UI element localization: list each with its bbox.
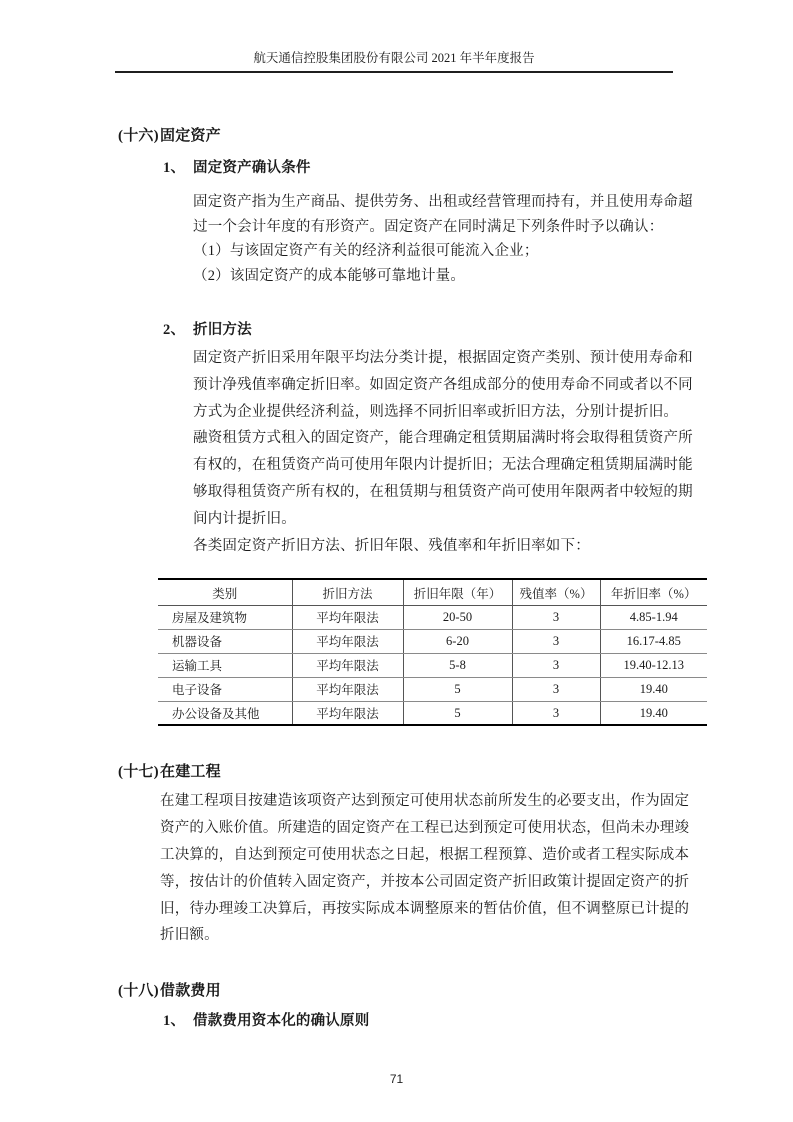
section-16-heading (118, 126, 718, 146)
section-16-sub1-heading (118, 158, 718, 178)
cell-years: 5-8 (403, 653, 512, 677)
cell-residual-rate: 3 (512, 653, 600, 677)
section-16-sub1-paragraph (193, 190, 718, 288)
paragraph-line: 折旧额。 (160, 927, 219, 944)
paragraph-line: 工决算的，自达到预定可使用状态之日起，根据工程预算、造价或者工程实际成本 (160, 846, 690, 863)
paragraph-line: 间内计提折旧。 (193, 510, 296, 527)
page-content (118, 74, 718, 1031)
cell-category: 办公设备及其他 (172, 707, 260, 722)
paragraph-line: 有权的，在租赁资产尚可使用年限内计提折旧；无法合理确定租赁期届满时能 (193, 457, 693, 474)
table-row (158, 677, 707, 701)
cell-annual-rate: 19.40 (600, 701, 707, 725)
table-row (158, 701, 707, 725)
cell-method: 平均年限法 (292, 629, 403, 653)
cell-annual-rate: 19.40-12.13 (600, 653, 707, 677)
cell-years: 5 (403, 677, 512, 701)
section-17-title: 在建工程 (160, 764, 221, 781)
section-16-sub2-heading (118, 320, 718, 340)
section-18-heading (118, 981, 718, 1001)
col-header-annual-rate: 年折旧率（%） (600, 579, 707, 605)
section-18-sub1-heading (118, 1011, 718, 1031)
cell-category: 电子设备 (158, 677, 292, 701)
cell-years: 6-20 (403, 629, 512, 653)
depreciation-table (158, 578, 707, 726)
section-18-sub1-title: 借款费用资本化的确认原则 (193, 1013, 370, 1030)
paragraph-line: 在建工程项目按建造该项资产达到预定可使用状态前所发生的必要支出，作为固定 (160, 793, 690, 810)
table-row (158, 605, 707, 629)
cell-method: 平均年限法 (292, 677, 403, 701)
section-16-number: (十六) (118, 128, 159, 144)
cell-annual-rate: 16.17-4.85 (600, 629, 707, 653)
cell-residual-rate: 3 (512, 677, 600, 701)
paragraph-line: 固定资产折旧采用年限平均法分类计提，根据固定资产类别、预计使用寿命和 (193, 350, 693, 366)
cell-method: 平均年限法 (292, 605, 403, 629)
report-header-title: 航天通信控股集团股份有限公司 2021 年半年度报告 (115, 50, 673, 73)
paragraph-line: 等，按估计的价值转入固定资产，并按本公司固定资产折旧政策计提固定资产的折 (160, 873, 690, 890)
section-16-sub2-title: 折旧方法 (193, 322, 252, 338)
cell-residual-rate: 3 (512, 629, 600, 653)
section-18-title: 借款费用 (160, 983, 221, 1000)
section-18-number: (十八) (118, 983, 159, 1000)
paragraph-line: （2）该固定资产的成本能够可靠地计量。 (193, 267, 466, 284)
paragraph-line: 融资租赁方式租入的固定资产，能合理确定租赁期届满时将会取得租赁资产所 (193, 430, 693, 447)
cell-years: 20-50 (403, 605, 512, 629)
section-16-sub1-title: 固定资产确认条件 (193, 160, 311, 176)
section-17-paragraph (160, 788, 718, 949)
col-header-method: 折旧方法 (292, 579, 403, 605)
page-number: 71 (389, 1072, 404, 1086)
col-header-residual-rate: 残值率（%） (512, 579, 600, 605)
paragraph-line: 各类固定资产折旧方法、折旧年限、残值率和年折旧率如下： (193, 537, 590, 554)
paragraph-line: （1）与该固定资产有关的经济利益很可能流入企业； (193, 243, 539, 259)
section-16-title: 固定资产 (160, 128, 221, 144)
cell-years: 5 (403, 701, 512, 725)
paragraph-line: 旧，待办理竣工决算后，再按实际成本调整原来的暂估价值，但不调整原已计提的 (160, 900, 690, 917)
cell-method: 平均年限法 (292, 701, 403, 725)
cell-category: 运输工具 (158, 653, 292, 677)
paragraph-line: 够取得租赁资产所有权的，在租赁期与租赁资产尚可使用年限两者中较短的期 (193, 483, 693, 500)
section-18-sub1-number: 1、 (163, 1013, 186, 1030)
cell-annual-rate: 19.40 (600, 677, 707, 701)
section-16-sub2-number: 2、 (163, 322, 186, 338)
col-header-category: 类别 (158, 579, 292, 605)
cell-residual-rate: 3 (512, 605, 600, 629)
col-header-years: 折旧年限（年） (403, 579, 512, 605)
paragraph-line: 资产的入账价值。所建造的固定资产在工程已达到预定可使用状态，但尚未办理竣 (160, 820, 690, 837)
paragraph-line: 固定资产指为生产商品、提供劳务、出租或经营管理而持有，并且使用寿命超 (193, 194, 693, 210)
table-header-row (158, 579, 707, 605)
paragraph-line: 过一个会计年度的有形资产。固定资产在同时满足下列条件时予以确认： (193, 218, 664, 235)
section-16-sub1-number: 1、 (163, 160, 186, 176)
section-16-sub2-paragraph (193, 345, 718, 559)
section-17-heading (118, 762, 718, 782)
cell-category: 机器设备 (158, 629, 292, 653)
table-row (158, 653, 707, 677)
cell-annual-rate: 4.85-1.94 (600, 605, 707, 629)
paragraph-line: 方式为企业提供经济利益，则选择不同折旧率或折旧方法，分别计提折旧。 (193, 403, 679, 420)
section-17-number: (十七) (118, 764, 159, 781)
cell-category: 房屋及建筑物 (158, 605, 292, 629)
paragraph-line: 预计净残值率确定折旧率。如固定资产各组成部分的使用寿命不同或者以不同 (193, 376, 693, 393)
cell-residual-rate: 3 (512, 701, 600, 725)
cell-method: 平均年限法 (292, 653, 403, 677)
table-row (158, 629, 707, 653)
